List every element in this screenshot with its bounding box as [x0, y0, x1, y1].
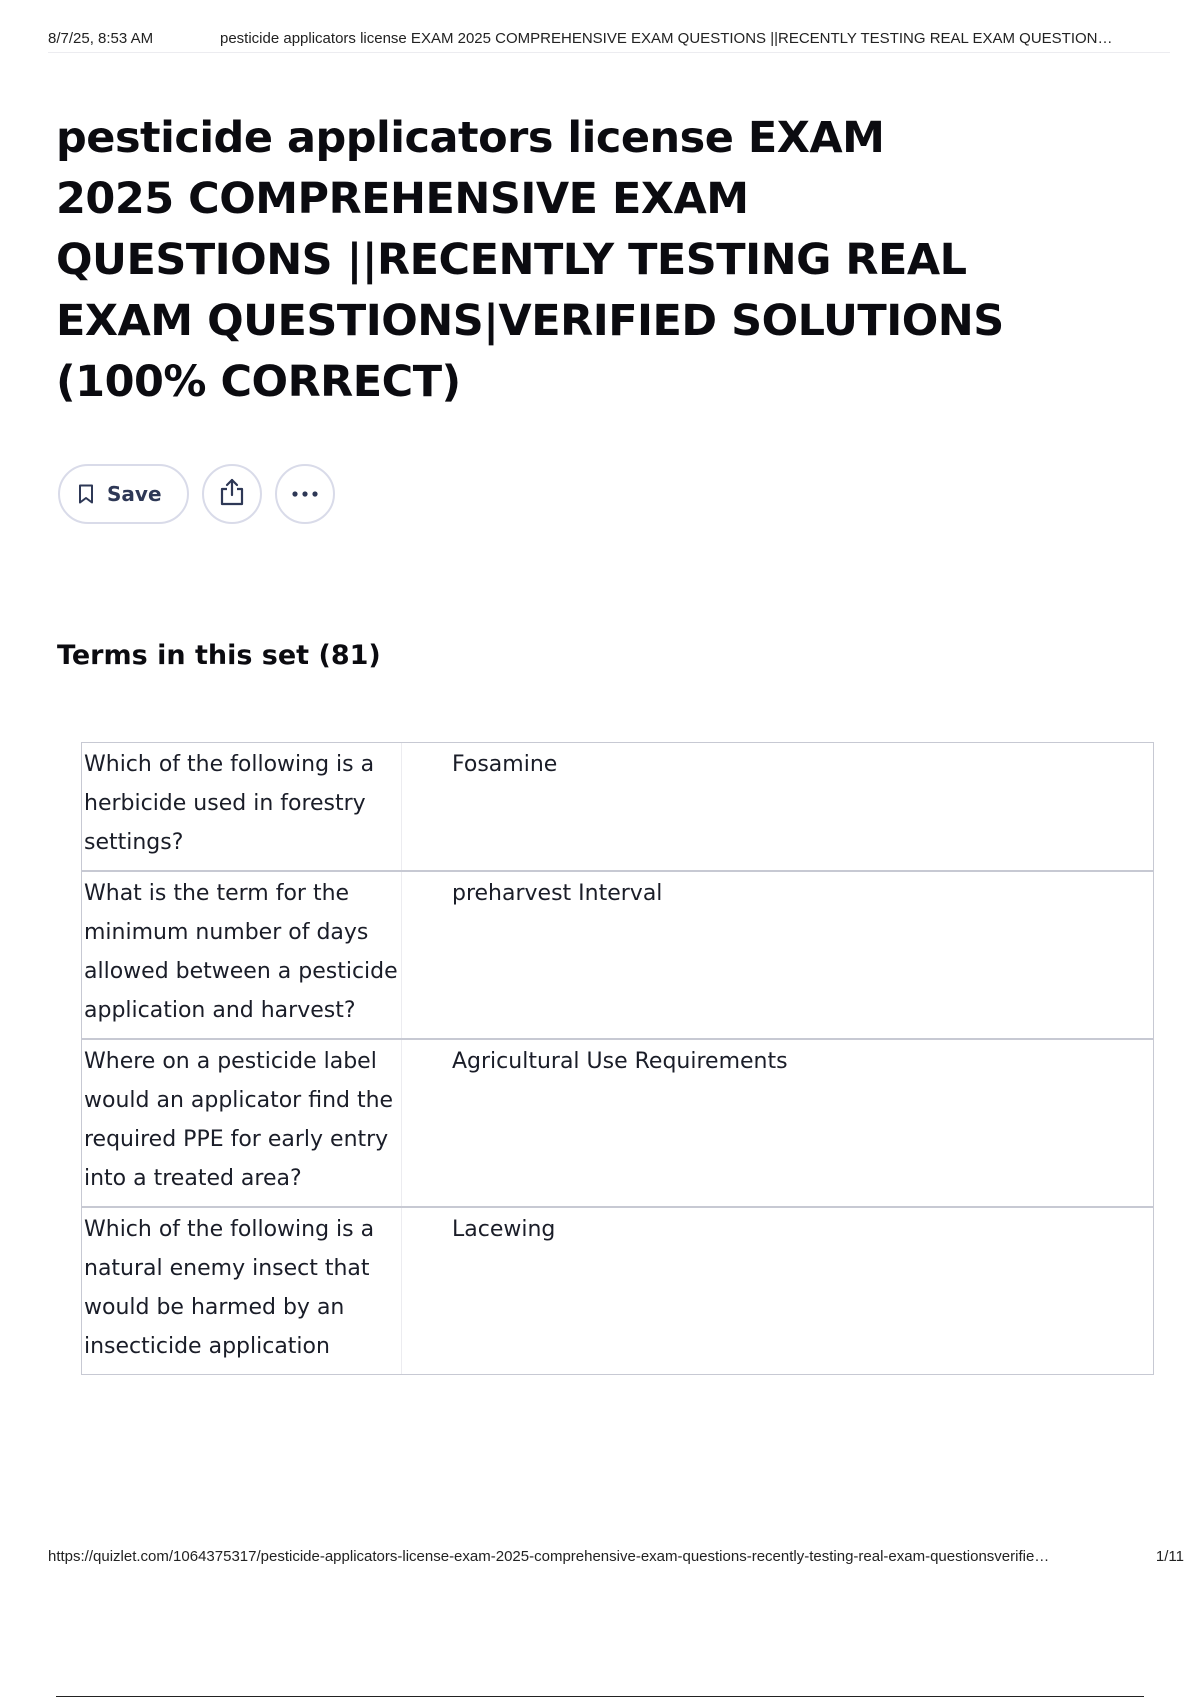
share-button[interactable]	[202, 464, 262, 524]
bookmark-icon	[78, 484, 94, 504]
more-options-button[interactable]	[275, 464, 335, 524]
term-text: Which of the following is a natural enemy insect that would be harmed by an insecticide application	[82, 1208, 402, 1374]
page-divider	[56, 1696, 1144, 1697]
share-icon	[219, 478, 245, 511]
page-number: 1/11	[1155, 1548, 1184, 1565]
page-title: pesticide applicators license EXAM 2025 COMPREHENSIVE EXAM QUESTIONS ||RECENTLY TESTING REAL EXAM QUESTIONS|VERIFIED SOLUTIONS (100% CORRECT)	[56, 113, 1004, 407]
definition-text: Lacewing	[452, 1217, 556, 1242]
term-row	[82, 743, 1153, 872]
definition-text: Fosamine	[452, 752, 558, 777]
term-row	[82, 872, 1153, 1040]
save-label: Save	[107, 482, 162, 506]
term-text: Which of the following is a herbicide used in forestry settings?	[82, 743, 402, 870]
more-horizontal-icon	[291, 485, 319, 503]
save-button[interactable]	[58, 464, 189, 524]
term-row	[82, 1040, 1153, 1208]
print-doc-title: pesticide applicators license EXAM 2025 COMPREHENSIVE EXAM QUESTIONS ||RECENTLY TESTING REAL EXAM QUESTION…	[220, 30, 1113, 47]
print-datetime: 8/7/25, 8:53 AM	[48, 30, 154, 47]
definition-text: Agricultural Use Requirements	[452, 1049, 788, 1074]
term-text: Where on a pesticide label would an applicator find the required PPE for early entry into a treated area?	[82, 1040, 402, 1206]
terms-table	[81, 742, 1154, 1375]
term-row	[82, 1208, 1153, 1374]
print-footer	[48, 1548, 1184, 1565]
term-text: What is the term for the minimum number of days allowed between a pesticide application and harvest?	[82, 872, 402, 1038]
terms-section-title: Terms in this set (81)	[57, 640, 381, 671]
print-header	[48, 30, 1170, 53]
page-url: https://quizlet.com/1064375317/pesticide-applicators-license-exam-2025-comprehensive-exam-questions-recently-testing-real-exam-questionsverifie…	[48, 1548, 1050, 1565]
action-bar	[58, 464, 335, 524]
definition-text: preharvest Interval	[452, 881, 663, 906]
